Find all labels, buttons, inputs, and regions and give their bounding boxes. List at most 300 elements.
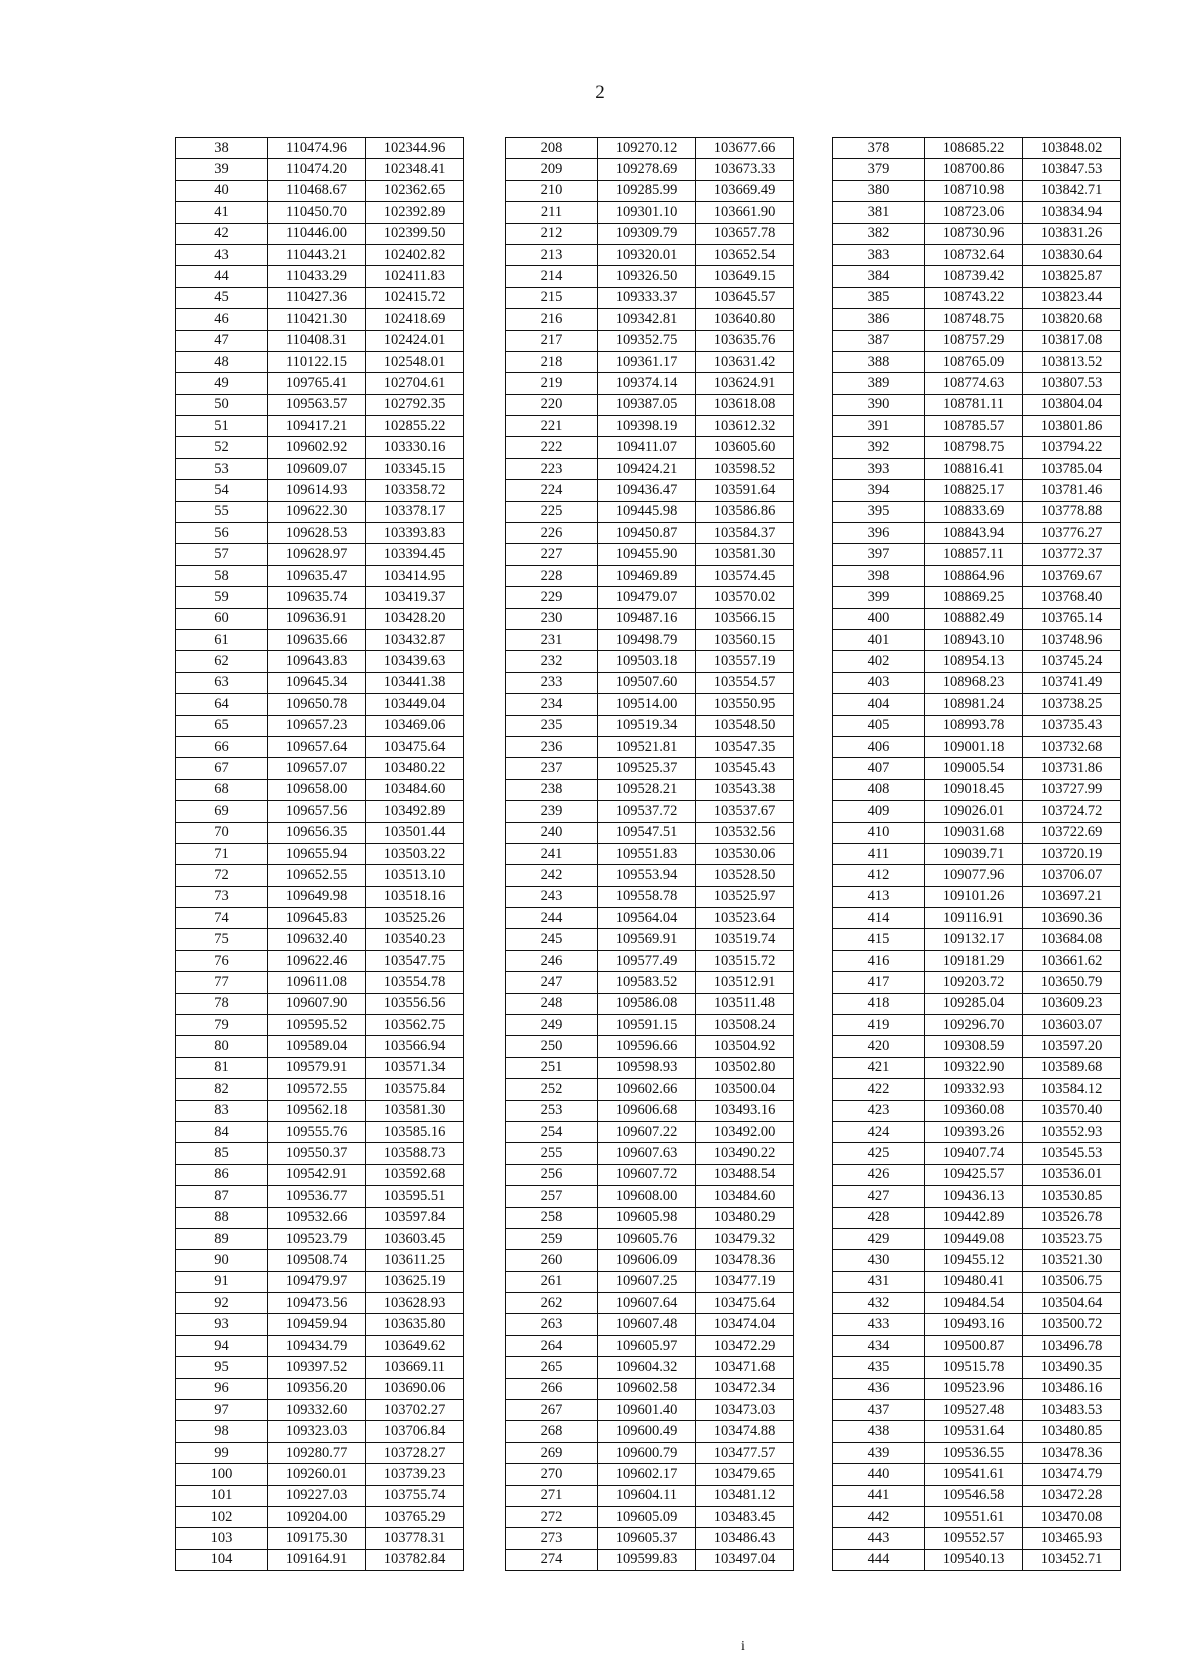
point-number-cell: 60 [176,608,268,629]
x-coordinate-cell: 110474.96 [268,138,366,159]
table-row [506,1100,794,1121]
y-coordinate-cell: 103432.87 [366,629,464,650]
x-coordinate-cell: 109352.75 [598,330,696,351]
x-coordinate-cell: 109596.66 [598,1036,696,1057]
y-coordinate-cell: 103525.97 [696,886,794,907]
y-coordinate-cell: 103508.24 [696,1015,794,1036]
x-coordinate-cell: 108968.23 [925,672,1023,693]
point-number-cell: 434 [833,1335,925,1356]
y-coordinate-cell: 102348.41 [366,159,464,180]
x-coordinate-cell: 109586.08 [598,993,696,1014]
y-coordinate-cell: 103584.37 [696,523,794,544]
point-number-cell: 397 [833,544,925,565]
y-coordinate-cell: 103825.87 [1023,266,1121,287]
point-number-cell: 104 [176,1549,268,1570]
point-number-cell: 83 [176,1100,268,1121]
table-row [176,565,464,586]
x-coordinate-cell: 109523.96 [925,1378,1023,1399]
x-coordinate-cell: 109301.10 [598,202,696,223]
table-row [176,1015,464,1036]
table-row [506,266,794,287]
point-number-cell: 410 [833,822,925,843]
x-coordinate-cell: 109558.78 [598,886,696,907]
y-coordinate-cell: 103526.78 [1023,1207,1121,1228]
x-coordinate-cell: 109546.58 [925,1485,1023,1506]
x-coordinate-cell: 109436.13 [925,1186,1023,1207]
x-coordinate-cell: 109657.64 [268,736,366,757]
y-coordinate-cell: 103501.44 [366,822,464,843]
table-row [176,1121,464,1142]
point-number-cell: 432 [833,1293,925,1314]
point-number-cell: 443 [833,1528,925,1549]
y-coordinate-cell: 103449.04 [366,694,464,715]
x-coordinate-cell: 109602.66 [598,1079,696,1100]
table-row [506,544,794,565]
table-row [833,159,1121,180]
point-number-cell: 48 [176,351,268,372]
table-row [833,416,1121,437]
point-number-cell: 90 [176,1250,268,1271]
table-row [506,886,794,907]
y-coordinate-cell: 103807.53 [1023,373,1121,394]
point-number-cell: 221 [506,416,598,437]
y-coordinate-cell: 103490.22 [696,1143,794,1164]
point-number-cell: 424 [833,1121,925,1142]
table-row [176,843,464,864]
table-row [833,1421,1121,1442]
table-row [176,950,464,971]
y-coordinate-cell: 103497.04 [696,1549,794,1570]
point-number-cell: 395 [833,501,925,522]
page-number: 2 [595,82,605,103]
x-coordinate-cell: 108869.25 [925,587,1023,608]
point-number-cell: 406 [833,736,925,757]
y-coordinate-cell: 103428.20 [366,608,464,629]
y-coordinate-cell: 103801.86 [1023,416,1121,437]
y-coordinate-cell: 102792.35 [366,394,464,415]
x-coordinate-cell: 109434.79 [268,1335,366,1356]
x-coordinate-cell: 109398.19 [598,416,696,437]
point-number-cell: 76 [176,950,268,971]
y-coordinate-cell: 103532.56 [696,822,794,843]
x-coordinate-cell: 108857.11 [925,544,1023,565]
point-number-cell: 444 [833,1549,925,1570]
x-coordinate-cell: 109026.01 [925,801,1023,822]
table-row [176,1228,464,1249]
y-coordinate-cell: 103669.49 [696,180,794,201]
x-coordinate-cell: 109498.79 [598,629,696,650]
x-coordinate-cell: 109607.72 [598,1164,696,1185]
table-row [506,180,794,201]
y-coordinate-cell: 103554.78 [366,972,464,993]
y-coordinate-cell: 103831.26 [1023,223,1121,244]
table-row [176,672,464,693]
point-number-cell: 425 [833,1143,925,1164]
y-coordinate-cell: 103574.45 [696,565,794,586]
y-coordinate-cell: 103673.33 [696,159,794,180]
point-number-cell: 378 [833,138,925,159]
point-number-cell: 208 [506,138,598,159]
y-coordinate-cell: 103778.31 [366,1528,464,1549]
x-coordinate-cell: 109309.79 [598,223,696,244]
table-row [506,287,794,308]
point-number-cell: 411 [833,843,925,864]
table-row [176,1528,464,1549]
point-number-cell: 259 [506,1228,598,1249]
y-coordinate-cell: 103472.34 [696,1378,794,1399]
table-row [506,1421,794,1442]
table-row [506,501,794,522]
table-row [176,801,464,822]
y-coordinate-cell: 103618.08 [696,394,794,415]
x-coordinate-cell: 108981.24 [925,694,1023,715]
table-row [506,330,794,351]
table-row [176,159,464,180]
table-row [506,1079,794,1100]
y-coordinate-cell: 103781.46 [1023,480,1121,501]
y-coordinate-cell: 103566.94 [366,1036,464,1057]
y-coordinate-cell: 103469.06 [366,715,464,736]
point-number-cell: 247 [506,972,598,993]
table-row [506,929,794,950]
point-number-cell: 405 [833,715,925,736]
x-coordinate-cell: 108743.22 [925,287,1023,308]
table-row [506,779,794,800]
point-number-cell: 43 [176,244,268,265]
y-coordinate-cell: 103330.16 [366,437,464,458]
x-coordinate-cell: 109655.94 [268,843,366,864]
x-coordinate-cell: 109555.76 [268,1121,366,1142]
point-number-cell: 233 [506,672,598,693]
table-row [833,544,1121,565]
table-row [506,1507,794,1528]
x-coordinate-cell: 109562.18 [268,1100,366,1121]
x-coordinate-cell: 109270.12 [598,138,696,159]
x-coordinate-cell: 109635.66 [268,629,366,650]
table-row [506,223,794,244]
point-number-cell: 230 [506,608,598,629]
x-coordinate-cell: 109553.94 [598,865,696,886]
y-coordinate-cell: 103560.15 [696,629,794,650]
point-number-cell: 84 [176,1121,268,1142]
x-coordinate-cell: 109628.53 [268,523,366,544]
y-coordinate-cell: 102415.72 [366,287,464,308]
y-coordinate-cell: 103823.44 [1023,287,1121,308]
x-coordinate-cell: 109609.07 [268,458,366,479]
table-row [176,202,464,223]
point-number-cell: 88 [176,1207,268,1228]
x-coordinate-cell: 109572.55 [268,1079,366,1100]
x-coordinate-cell: 109645.34 [268,672,366,693]
x-coordinate-cell: 110474.20 [268,159,366,180]
point-number-cell: 417 [833,972,925,993]
y-coordinate-cell: 103486.16 [1023,1378,1121,1399]
y-coordinate-cell: 103543.38 [696,779,794,800]
y-coordinate-cell: 103414.95 [366,565,464,586]
x-coordinate-cell: 109579.91 [268,1057,366,1078]
x-coordinate-cell: 109569.91 [598,929,696,950]
y-coordinate-cell: 103706.84 [366,1421,464,1442]
table-row [506,351,794,372]
x-coordinate-cell: 109322.90 [925,1057,1023,1078]
table-row [176,779,464,800]
x-coordinate-cell: 109564.04 [598,908,696,929]
table-row [833,1314,1121,1335]
y-coordinate-cell: 103477.19 [696,1271,794,1292]
table-row [176,629,464,650]
x-coordinate-cell: 109650.78 [268,694,366,715]
table-row [506,309,794,330]
point-number-cell: 231 [506,629,598,650]
y-coordinate-cell: 103465.93 [1023,1528,1121,1549]
y-coordinate-cell: 102344.96 [366,138,464,159]
table-row [833,287,1121,308]
y-coordinate-cell: 103581.30 [366,1100,464,1121]
y-coordinate-cell: 103483.45 [696,1507,794,1528]
x-coordinate-cell: 109320.01 [598,244,696,265]
point-number-cell: 401 [833,629,925,650]
y-coordinate-cell: 103589.68 [1023,1057,1121,1078]
y-coordinate-cell: 102418.69 [366,309,464,330]
x-coordinate-cell: 109308.59 [925,1036,1023,1057]
x-coordinate-cell: 109591.15 [598,1015,696,1036]
table-row [506,1335,794,1356]
table-row [833,929,1121,950]
point-number-cell: 101 [176,1485,268,1506]
x-coordinate-cell: 108757.29 [925,330,1023,351]
table-row [506,972,794,993]
point-number-cell: 272 [506,1507,598,1528]
x-coordinate-cell: 109547.51 [598,822,696,843]
y-coordinate-cell: 103748.96 [1023,629,1121,650]
y-coordinate-cell: 103706.07 [1023,865,1121,886]
x-coordinate-cell: 109479.97 [268,1271,366,1292]
point-number-cell: 415 [833,929,925,950]
table-row [833,1293,1121,1314]
table-row [506,1143,794,1164]
x-coordinate-cell: 109001.18 [925,736,1023,757]
table-row [506,736,794,757]
table-row [506,651,794,672]
point-number-cell: 399 [833,587,925,608]
y-coordinate-cell: 103477.57 [696,1442,794,1463]
y-coordinate-cell: 103545.43 [696,758,794,779]
table-row [506,608,794,629]
point-number-cell: 57 [176,544,268,565]
point-number-cell: 441 [833,1485,925,1506]
table-row [176,1036,464,1057]
table-row [833,694,1121,715]
y-coordinate-cell: 103628.93 [366,1293,464,1314]
y-coordinate-cell: 103536.01 [1023,1164,1121,1185]
y-coordinate-cell: 103474.79 [1023,1464,1121,1485]
y-coordinate-cell: 103419.37 [366,587,464,608]
y-coordinate-cell: 103358.72 [366,480,464,501]
y-coordinate-cell: 103479.65 [696,1464,794,1485]
table-row [833,1228,1121,1249]
y-coordinate-cell: 103735.43 [1023,715,1121,736]
table-row [833,1036,1121,1057]
point-number-cell: 249 [506,1015,598,1036]
point-number-cell: 268 [506,1421,598,1442]
x-coordinate-cell: 109622.46 [268,950,366,971]
point-number-cell: 396 [833,523,925,544]
point-number-cell: 47 [176,330,268,351]
table-row [833,651,1121,672]
x-coordinate-cell: 109577.49 [598,950,696,971]
y-coordinate-cell: 103624.91 [696,373,794,394]
point-number-cell: 392 [833,437,925,458]
point-number-cell: 238 [506,779,598,800]
point-number-cell: 256 [506,1164,598,1185]
y-coordinate-cell: 103515.72 [696,950,794,971]
x-coordinate-cell: 110433.29 [268,266,366,287]
table-row [833,1143,1121,1164]
point-number-cell: 232 [506,651,598,672]
point-number-cell: 244 [506,908,598,929]
x-coordinate-cell: 109361.17 [598,351,696,372]
point-number-cell: 217 [506,330,598,351]
point-number-cell: 246 [506,950,598,971]
table-row [833,437,1121,458]
x-coordinate-cell: 109374.14 [598,373,696,394]
x-coordinate-cell: 109606.68 [598,1100,696,1121]
table-row [506,1442,794,1463]
point-number-cell: 93 [176,1314,268,1335]
y-coordinate-cell: 103521.30 [1023,1250,1121,1271]
point-number-cell: 260 [506,1250,598,1271]
y-coordinate-cell: 103488.54 [696,1164,794,1185]
y-coordinate-cell: 103586.86 [696,501,794,522]
point-number-cell: 423 [833,1100,925,1121]
point-number-cell: 75 [176,929,268,950]
table-row [506,1464,794,1485]
table-row [176,1143,464,1164]
y-coordinate-cell: 103472.28 [1023,1485,1121,1506]
x-coordinate-cell: 109551.83 [598,843,696,864]
point-number-cell: 235 [506,715,598,736]
y-coordinate-cell: 103503.22 [366,843,464,864]
x-coordinate-cell: 108723.06 [925,202,1023,223]
y-coordinate-cell: 103598.52 [696,458,794,479]
point-number-cell: 73 [176,886,268,907]
table-row [833,1015,1121,1036]
x-coordinate-cell: 109407.74 [925,1143,1023,1164]
x-coordinate-cell: 109356.20 [268,1378,366,1399]
point-number-cell: 89 [176,1228,268,1249]
x-coordinate-cell: 109479.07 [598,587,696,608]
table-row [506,458,794,479]
y-coordinate-cell: 103475.64 [366,736,464,757]
x-coordinate-cell: 109393.26 [925,1121,1023,1142]
y-coordinate-cell: 103830.64 [1023,244,1121,265]
point-number-cell: 70 [176,822,268,843]
table-row [506,1186,794,1207]
x-coordinate-cell: 109523.79 [268,1228,366,1249]
y-coordinate-cell: 103848.02 [1023,138,1121,159]
table-row [833,865,1121,886]
point-number-cell: 380 [833,180,925,201]
point-number-cell: 40 [176,180,268,201]
y-coordinate-cell: 103523.75 [1023,1228,1121,1249]
y-coordinate-cell: 103776.27 [1023,523,1121,544]
x-coordinate-cell: 108710.98 [925,180,1023,201]
x-coordinate-cell: 109541.61 [925,1464,1023,1485]
x-coordinate-cell: 109397.52 [268,1357,366,1378]
table-row [506,1271,794,1292]
y-coordinate-cell: 103731.86 [1023,758,1121,779]
x-coordinate-cell: 108730.96 [925,223,1023,244]
table-row [833,587,1121,608]
table-row [833,1186,1121,1207]
table-row [833,1057,1121,1078]
table-row [506,715,794,736]
y-coordinate-cell: 103720.19 [1023,843,1121,864]
y-coordinate-cell: 103480.22 [366,758,464,779]
x-coordinate-cell: 108864.96 [925,565,1023,586]
table-row [176,1057,464,1078]
point-number-cell: 240 [506,822,598,843]
table-row [833,1207,1121,1228]
y-coordinate-cell: 102392.89 [366,202,464,223]
y-coordinate-cell: 103690.06 [366,1378,464,1399]
point-number-cell: 234 [506,694,598,715]
point-number-cell: 78 [176,993,268,1014]
table-row [833,1400,1121,1421]
table-row [176,180,464,201]
point-number-cell: 394 [833,480,925,501]
y-coordinate-cell: 102424.01 [366,330,464,351]
x-coordinate-cell: 109583.52 [598,972,696,993]
table-row [506,480,794,501]
point-number-cell: 416 [833,950,925,971]
y-coordinate-cell: 103722.69 [1023,822,1121,843]
x-coordinate-cell: 109657.07 [268,758,366,779]
point-number-cell: 46 [176,309,268,330]
table-row [506,138,794,159]
table-row [506,629,794,650]
table-row [176,908,464,929]
x-coordinate-cell: 109607.25 [598,1271,696,1292]
y-coordinate-cell: 103738.25 [1023,694,1121,715]
table-row [833,843,1121,864]
point-number-cell: 80 [176,1036,268,1057]
x-coordinate-cell: 109636.91 [268,608,366,629]
x-coordinate-cell: 109459.94 [268,1314,366,1335]
y-coordinate-cell: 103732.68 [1023,736,1121,757]
point-number-cell: 414 [833,908,925,929]
point-number-cell: 408 [833,779,925,800]
table-row [176,1100,464,1121]
y-coordinate-cell: 103765.29 [366,1507,464,1528]
point-number-cell: 273 [506,1528,598,1549]
y-coordinate-cell: 103842.71 [1023,180,1121,201]
point-number-cell: 222 [506,437,598,458]
y-coordinate-cell: 103493.16 [696,1100,794,1121]
point-number-cell: 242 [506,865,598,886]
y-coordinate-cell: 103345.15 [366,458,464,479]
y-coordinate-cell: 103518.16 [366,886,464,907]
point-number-cell: 94 [176,1335,268,1356]
y-coordinate-cell: 103525.26 [366,908,464,929]
point-number-cell: 386 [833,309,925,330]
y-coordinate-cell: 103592.68 [366,1164,464,1185]
point-number-cell: 66 [176,736,268,757]
x-coordinate-cell: 109658.00 [268,779,366,800]
point-number-cell: 263 [506,1314,598,1335]
x-coordinate-cell: 109333.37 [598,287,696,308]
x-coordinate-cell: 108993.78 [925,715,1023,736]
